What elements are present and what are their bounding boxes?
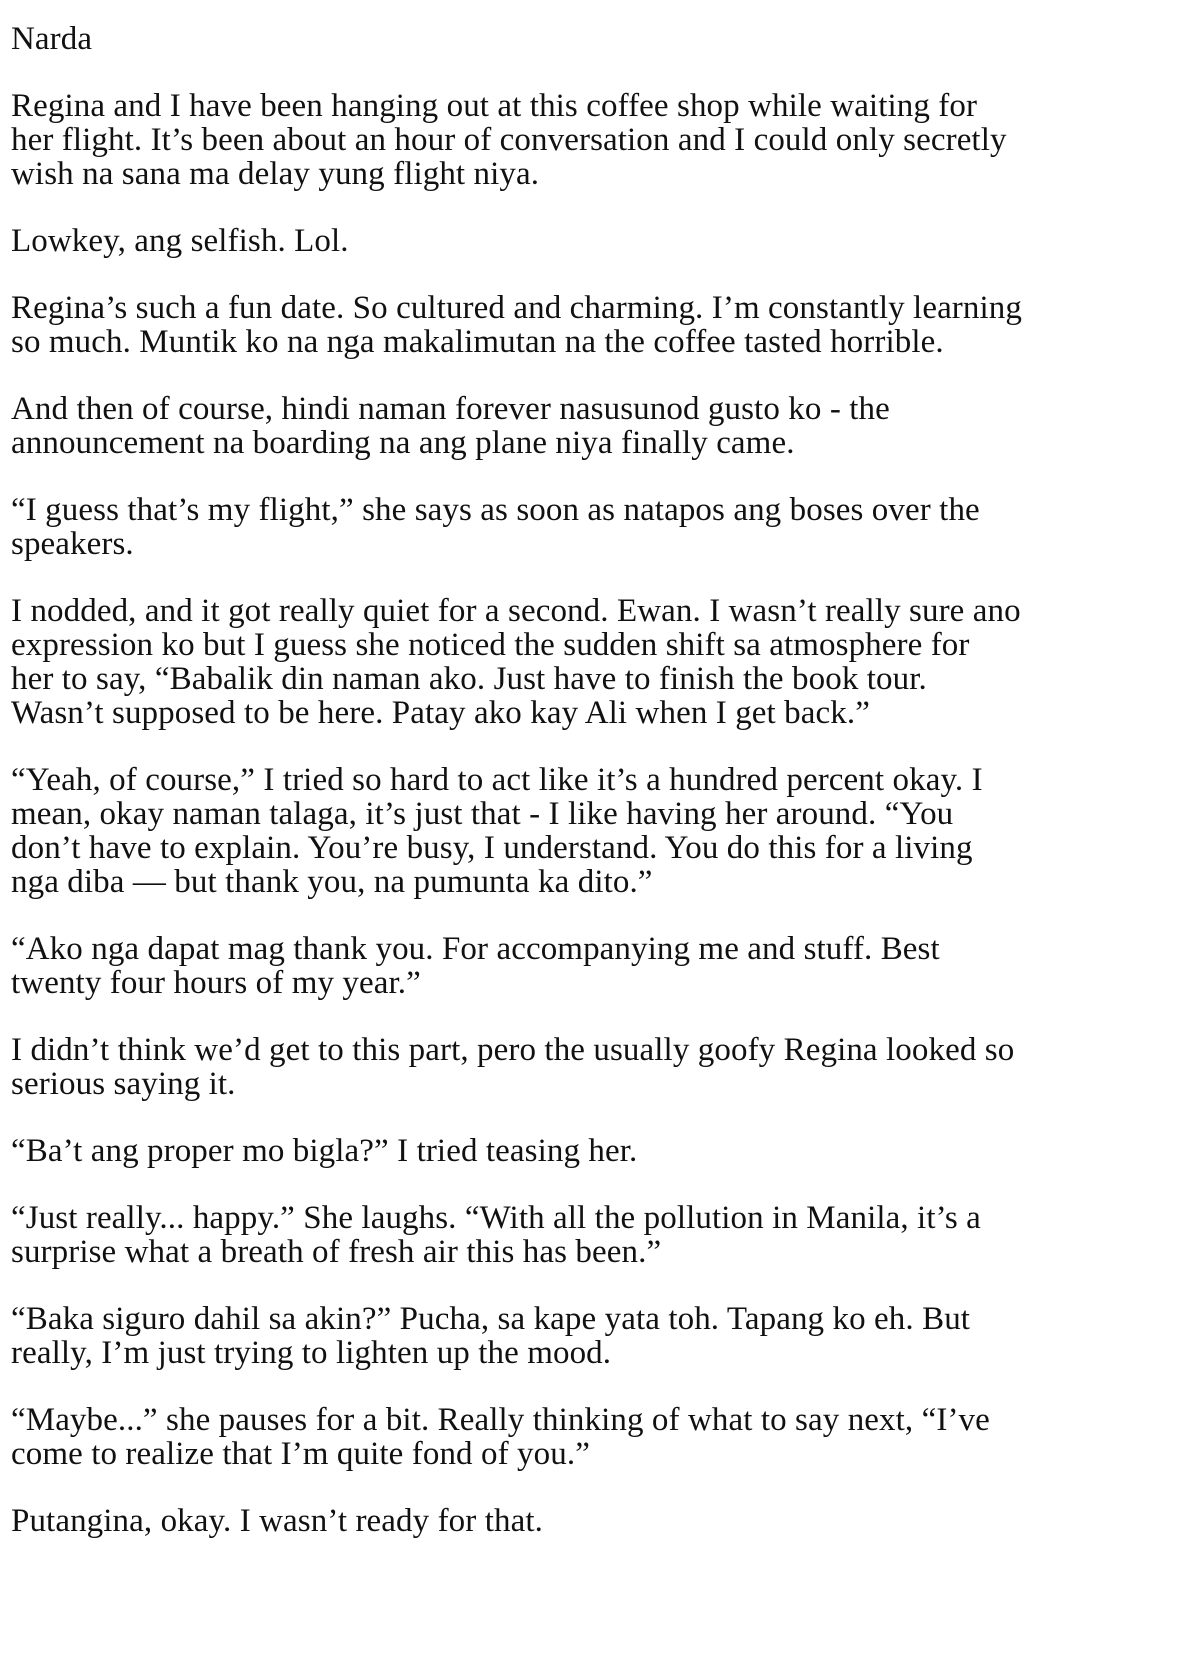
paragraph: “Ba’t ang proper mo bigla?” I tried teasing her.: [11, 1133, 638, 1169]
paragraph: “I guess that’s my flight,” she says as soon as natapos ang boses over the speakers.: [11, 492, 980, 562]
paragraph: Putangina, okay. I wasn’t ready for that.: [11, 1503, 543, 1539]
paragraph: “Yeah, of course,” I tried so hard to act like it’s a hundred percent okay. I mean, okay naman talaga, it’s just that - I like having her around. “You don’t have to explain. You’re busy, I understand. You do this for a living nga diba — but thank you, na pumunta ka dito.”: [11, 762, 983, 900]
paragraph: Regina’s such a fun date. So cultured and charming. I’m constantly learning so much. Muntik ko na nga makalimutan na the coffee tasted horrible.: [11, 290, 1022, 360]
paragraph: I nodded, and it got really quiet for a second. Ewan. I wasn’t really sure ano expression ko but I guess she noticed the sudden shift sa atmosphere for her to say, “Babalik din naman ako. Just have to finish the book tour. Wasn’t supposed to be here. Patay ako kay Ali when I get back.”: [11, 593, 1021, 731]
document-page: [11, 22, 1171, 1571]
paragraph: Lowkey, ang selfish. Lol.: [11, 223, 349, 259]
paragraph: I didn’t think we’d get to this part, pero the usually goofy Regina looked so serious saying it.: [11, 1032, 1015, 1102]
paragraph: “Just really... happy.” She laughs. “With all the pollution in Manila, it’s a surprise what a breath of fresh air this has been.”: [11, 1200, 981, 1270]
paragraph: “Ako nga dapat mag thank you. For accompanying me and stuff. Best twenty four hours of my year.”: [11, 931, 940, 1001]
paragraph: And then of course, hindi naman forever nasusunod gusto ko - the announcement na boarding na ang plane niya finally came.: [11, 391, 890, 461]
paragraph-speaker: Narda: [11, 21, 93, 57]
paragraph: Regina and I have been hanging out at this coffee shop while waiting for her flight. It’s been about an hour of conversation and I could only secretly wish na sana ma delay yung flight niya.: [11, 88, 1007, 192]
paragraph: “Maybe...” she pauses for a bit. Really thinking of what to say next, “I’ve come to realize that I’m quite fond of you.”: [11, 1402, 990, 1472]
paragraph: “Baka siguro dahil sa akin?” Pucha, sa kape yata toh. Tapang ko eh. But really, I’m just trying to lighten up the mood.: [11, 1301, 971, 1371]
